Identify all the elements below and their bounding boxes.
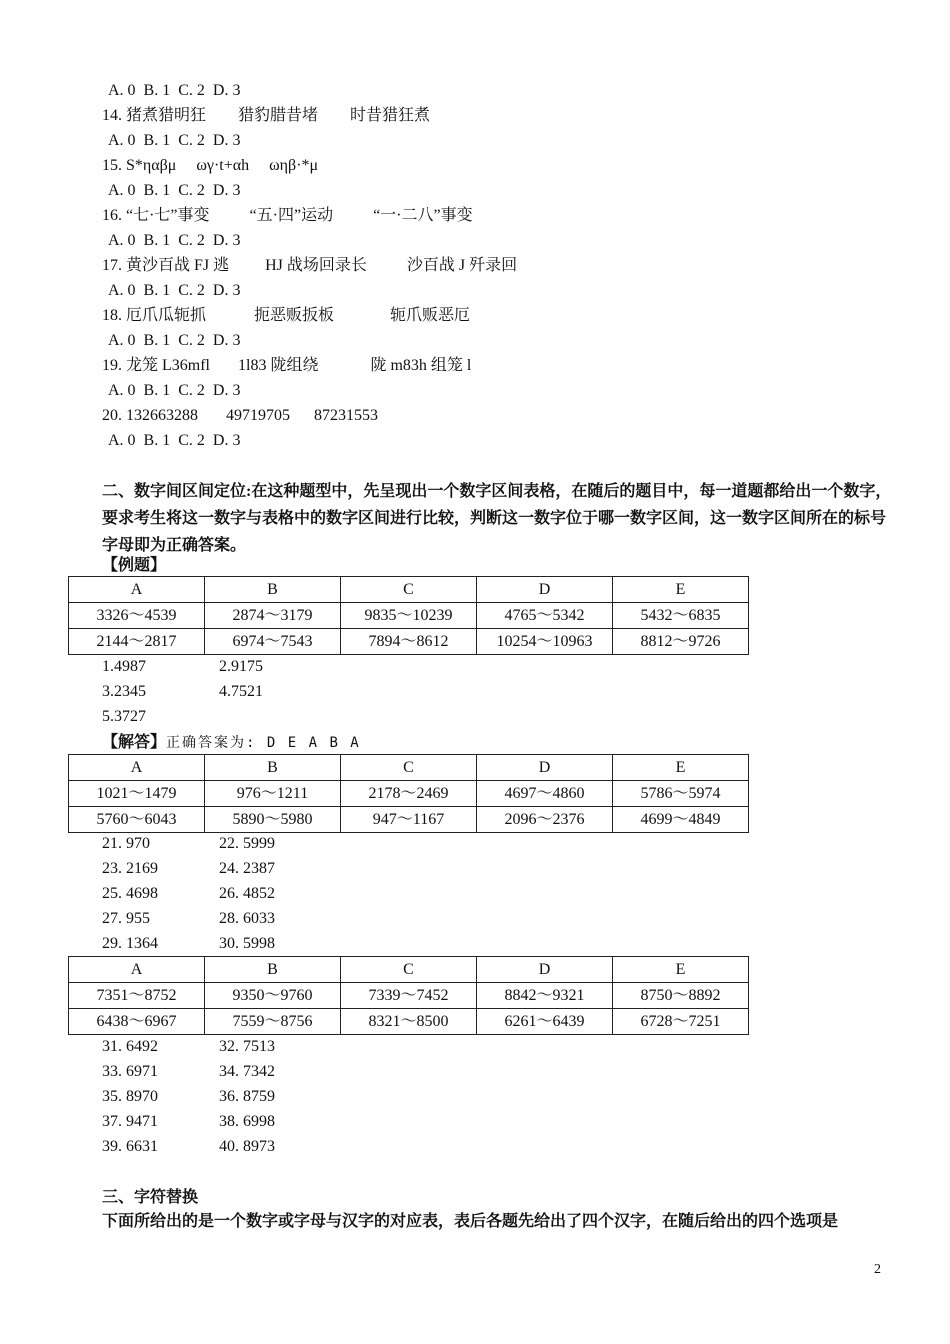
table-cell: 5890～5980 xyxy=(205,807,341,833)
table-cell: 8812～9726 xyxy=(613,629,749,655)
table-cell: 8842～9321 xyxy=(477,983,613,1009)
question-19: 19. 龙笼 L36mfl 1l83 陇组绕 陇 m83h 组笼 l xyxy=(102,357,472,374)
table-cell: 7351～8752 xyxy=(69,983,205,1009)
question-item: 39. 6631 xyxy=(102,1138,158,1155)
table-header-row xyxy=(69,755,749,781)
table-cell: 8750～8892 xyxy=(613,983,749,1009)
question-row xyxy=(102,1037,275,1057)
example-item: 1.4987 xyxy=(102,658,146,675)
table-cell: 2178～2469 xyxy=(341,781,477,807)
header-cell: E xyxy=(613,577,749,603)
example-items-row xyxy=(102,682,263,702)
table-cell: 4699～4849 xyxy=(613,807,749,833)
table-cell: 6261～6439 xyxy=(477,1009,613,1035)
answer-text: 正确答案为: D E A B A xyxy=(166,735,361,751)
question-row xyxy=(102,834,275,854)
example-item: 2.9175 xyxy=(219,658,263,675)
question-item: 32. 7513 xyxy=(219,1038,275,1055)
table-cell: 7559～8756 xyxy=(205,1009,341,1035)
example-label: 【例题】 xyxy=(102,557,167,574)
question-row xyxy=(102,859,275,879)
page-number: 2 xyxy=(874,1262,881,1277)
example-table xyxy=(68,576,749,655)
table-cell: 9835～10239 xyxy=(341,603,477,629)
question-item: 21. 970 xyxy=(102,835,150,852)
question-item: 40. 8973 xyxy=(219,1138,275,1155)
table-cell: 6438～6967 xyxy=(69,1009,205,1035)
question-row xyxy=(102,884,275,904)
question-17: 17. 黄沙百战 FJ 逃 HJ 战场回录长 沙百战 J 歼录回 xyxy=(102,257,518,274)
question-item: 38. 6998 xyxy=(219,1113,275,1130)
question-item: 34. 7342 xyxy=(219,1063,275,1080)
header-cell: D xyxy=(477,957,613,983)
options-14: A. 0 B. 1 C. 2 D. 3 xyxy=(108,132,241,149)
question-20: 20. 132663288 49719705 87231553 xyxy=(102,407,378,424)
table-cell: 2096～2376 xyxy=(477,807,613,833)
example-items-row xyxy=(102,657,263,677)
table-header-row xyxy=(69,957,749,983)
table-cell: 4697～4860 xyxy=(477,781,613,807)
options-16: A. 0 B. 1 C. 2 D. 3 xyxy=(108,232,241,249)
options-15: A. 0 B. 1 C. 2 D. 3 xyxy=(108,182,241,199)
question-16: 16. “七·七”事变 “五·四”运动 “一·二八”事变 xyxy=(102,207,473,224)
interval-table-1 xyxy=(68,754,749,833)
table-cell: 7894～8612 xyxy=(341,629,477,655)
question-18: 18. 厄爪瓜轭抓 扼恶贩扳板 轭爪贩恶厄 xyxy=(102,307,471,324)
question-row xyxy=(102,934,275,954)
question-item: 26. 4852 xyxy=(219,885,275,902)
header-cell: A xyxy=(69,577,205,603)
question-item: 29. 1364 xyxy=(102,935,158,952)
table-cell: 947～1167 xyxy=(341,807,477,833)
question-row xyxy=(102,909,275,929)
table-cell: 5786～5974 xyxy=(613,781,749,807)
table-cell: 9350～9760 xyxy=(205,983,341,1009)
question-item: 24. 2387 xyxy=(219,860,275,877)
question-item: 22. 5999 xyxy=(219,835,275,852)
question-row xyxy=(102,1112,275,1132)
table-cell: 10254～10963 xyxy=(477,629,613,655)
table-row xyxy=(69,629,749,655)
question-item: 31. 6492 xyxy=(102,1038,158,1055)
table-cell: 6728～7251 xyxy=(613,1009,749,1035)
question-item: 27. 955 xyxy=(102,910,150,927)
table-header-row xyxy=(69,577,749,603)
question-row xyxy=(102,1062,275,1082)
question-15: 15. S*ηαβμ ωγ·t+αh ωηβ·*μ xyxy=(102,157,319,174)
table-cell: 6974～7543 xyxy=(205,629,341,655)
options-19: A. 0 B. 1 C. 2 D. 3 xyxy=(108,382,241,399)
options-13: A. 0 B. 1 C. 2 D. 3 xyxy=(108,82,241,99)
answer-row xyxy=(102,733,361,753)
header-cell: A xyxy=(69,755,205,781)
header-cell: D xyxy=(477,755,613,781)
header-cell: E xyxy=(613,755,749,781)
table-cell: 976～1211 xyxy=(205,781,341,807)
table-row xyxy=(69,807,749,833)
question-item: 30. 5998 xyxy=(219,935,275,952)
table-row xyxy=(69,983,749,1009)
options-20: A. 0 B. 1 C. 2 D. 3 xyxy=(108,432,241,449)
question-item: 25. 4698 xyxy=(102,885,158,902)
question-item: 23. 2169 xyxy=(102,860,158,877)
table-row xyxy=(69,781,749,807)
question-row xyxy=(102,1087,275,1107)
table-cell: 8321～8500 xyxy=(341,1009,477,1035)
table-cell: 2874～3179 xyxy=(205,603,341,629)
table-cell: 5432～6835 xyxy=(613,603,749,629)
table-cell: 7339～7452 xyxy=(341,983,477,1009)
table-cell: 1021～1479 xyxy=(69,781,205,807)
table-cell: 5760～6043 xyxy=(69,807,205,833)
header-cell: B xyxy=(205,755,341,781)
section3-title: 三、字符替换 xyxy=(102,1189,199,1206)
table-cell: 3326～4539 xyxy=(69,603,205,629)
header-cell: C xyxy=(341,957,477,983)
interval-table-2 xyxy=(68,956,749,1035)
table-cell: 2144～2817 xyxy=(69,629,205,655)
question-row xyxy=(102,1137,275,1157)
options-18: A. 0 B. 1 C. 2 D. 3 xyxy=(108,332,241,349)
question-item: 37. 9471 xyxy=(102,1113,158,1130)
header-cell: B xyxy=(205,957,341,983)
question-item: 33. 6971 xyxy=(102,1063,158,1080)
question-14: 14. 猪煮猎明狂 猎豹腊昔堵 时昔猎狂煮 xyxy=(102,107,431,124)
example-item: 4.7521 xyxy=(219,683,263,700)
question-item: 36. 8759 xyxy=(219,1088,275,1105)
header-cell: B xyxy=(205,577,341,603)
table-cell: 4765～5342 xyxy=(477,603,613,629)
table-row xyxy=(69,603,749,629)
header-cell: E xyxy=(613,957,749,983)
header-cell: C xyxy=(341,755,477,781)
header-cell: D xyxy=(477,577,613,603)
header-cell: C xyxy=(341,577,477,603)
example-items-row xyxy=(102,707,219,727)
section3-intro: 下面所给出的是一个数字或字母与汉字的对应表，表后各题先给出了四个汉字，在随后给出的四个选项是 xyxy=(102,1213,839,1230)
example-item: 3.2345 xyxy=(102,683,146,700)
header-cell: A xyxy=(69,957,205,983)
section2-intro: 二、数字间区间定位:在这种题型中，先呈现出一个数字区间表格，在随后的题目中，每一道题都给出一个数字，要求考生将这一数字与表格中的数字区间进行比较，判断这一数字位于哪一数字区间，这一数字区间所在的标号字母即为正确答案。 xyxy=(102,483,892,554)
options-17: A. 0 B. 1 C. 2 D. 3 xyxy=(108,282,241,299)
table-row xyxy=(69,1009,749,1035)
answer-label: 【解答】 xyxy=(102,734,167,751)
example-item: 5.3727 xyxy=(102,708,146,725)
question-item: 28. 6033 xyxy=(219,910,275,927)
question-item: 35. 8970 xyxy=(102,1088,158,1105)
